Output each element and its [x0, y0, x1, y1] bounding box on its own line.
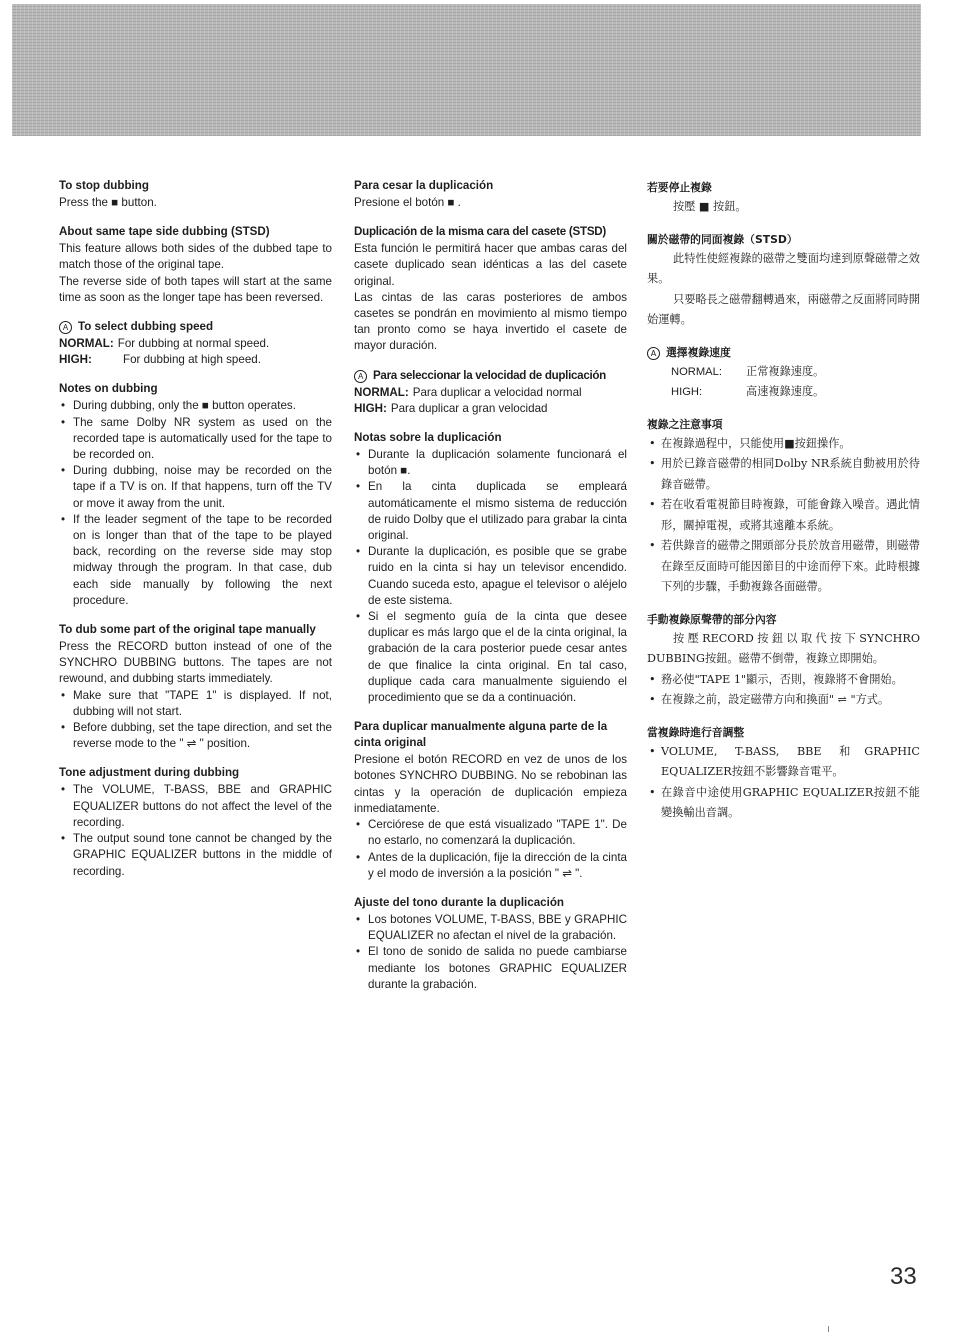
list-item: • The output sound tone cannot be changed by the GRAPHIC EQUALIZER buttons in the middle of recording.: [59, 831, 332, 880]
list-item: • 若供錄音的磁帶之開頭部分長於放音用磁帶，則磁帶在錄至反面時可能因節目的中途而停下來。此時根據下列的步驟，手動複錄各面磁帶。: [647, 536, 920, 598]
notes-list: [647, 434, 920, 598]
heading-dubbing-speed: [59, 319, 332, 335]
circled-a-marker: A: [59, 321, 72, 334]
speed-normal-row: [354, 385, 627, 401]
heading-notes: Notes on dubbing: [59, 382, 158, 396]
text-stop-dubbing: Press the ■ button.: [59, 196, 157, 209]
speed-high-text: For dubbing at high speed.: [123, 353, 261, 367]
heading-tone: Ajuste del tono durante la duplicación: [354, 895, 564, 909]
circled-a-marker: A: [647, 347, 660, 360]
speed-high-label: HIGH:: [59, 353, 92, 367]
heading-dubbing-speed-text: To select dubbing speed: [78, 320, 214, 334]
heading-stop-dubbing: Para cesar la duplicación: [354, 179, 494, 192]
list-item: • Los botones VOLUME, T-BASS, BBE y GRAPHIC EQUALIZER no afectan el nivel de la grabación.: [354, 912, 627, 944]
list-item: • Si el segmento guía de la cinta que desee duplicar es más largo que el de la cinta original, la grabación de la cara posterior puede cesar antes de que finalice la cinta original. En tal caso, duplique cada cara manualmente siguiendo el procedimiento que se da a continuación.: [354, 609, 627, 706]
text-stop-dubbing: Presione el botón ■ .: [354, 196, 461, 209]
list-item: • During dubbing, noise may be recorded on the tape if a TV is on. If that happens, turn off the TV or move it away from the unit.: [59, 463, 332, 512]
tone-list: [59, 782, 332, 879]
circled-a-marker: A: [354, 370, 367, 383]
spanish-column: [354, 178, 627, 1006]
heading-stsd: 關於磁帶的同面複錄（STSD）: [647, 232, 798, 246]
list-item: • 在複錄之前，設定磁帶方向和換面" ⇌ "方式。: [647, 690, 920, 711]
list-item: • Durante la duplicación, es posible que se grabe ruido en la cinta si hay un televisor encendido. Cuando suceda esto, apague el televisor o aléjelo de este sistema.: [354, 544, 627, 609]
section-manual-dubbing: [59, 622, 332, 752]
manual-list: [59, 688, 332, 753]
text-stop-dubbing: 按壓 ■ 按鈕。: [673, 200, 747, 213]
heading-dubbing-speed-text: Para seleccionar la velocidad de duplicación: [373, 368, 606, 382]
speed-high-row: [59, 352, 332, 368]
english-column: [59, 178, 332, 893]
section-stsd: [647, 230, 920, 331]
speed-high-row: [354, 401, 627, 417]
text-manual-dubbing: Press the RECORD button instead of one of the SYNCHRO DUBBING buttons. The tapes are not rewound, and dubbing starts immediately.: [59, 640, 332, 686]
list-item: • 在複錄過程中，只能使用■按鈕操作。: [647, 434, 920, 455]
section-stop-dubbing: [354, 178, 627, 211]
crop-mark: [828, 1326, 829, 1332]
speed-normal-text: Para duplicar a velocidad normal: [412, 385, 582, 399]
list-item: • El tono de sonido de salida no puede cambiarse mediante los botones GRAPHIC EQUALIZER durante la grabación.: [354, 944, 627, 993]
heading-notes: 複錄之注意事項: [647, 417, 723, 431]
heading-manual-dubbing: To dub some part of the original tape manually: [59, 623, 316, 637]
list-item: • The VOLUME, T-BASS, BBE and GRAPHIC EQUALIZER buttons do not affect the level of the recording.: [59, 782, 332, 831]
notes-list: [59, 398, 332, 609]
heading-tone: Tone adjustment during dubbing: [59, 766, 240, 780]
speed-normal-label: NORMAL:: [354, 385, 409, 399]
section-tone: [354, 895, 627, 993]
section-tone: [59, 765, 332, 879]
section-stop-dubbing: [59, 178, 332, 211]
section-stop-dubbing: [647, 178, 920, 218]
list-item: • The same Dolby NR system as used on the recorded tape is automatically used for the tape to be recorded on.: [59, 415, 332, 464]
list-item: • 若在收看電視節目時複錄，可能會錄入噪音。遇此情形，關掉電視，或將其遠離本系統。: [647, 495, 920, 536]
manual-list: [354, 817, 627, 882]
speed-high-label: HIGH:: [354, 401, 387, 415]
heading-stop-dubbing: To stop dubbing: [59, 179, 149, 192]
heading-stsd: Duplicación de la misma cara del casete (STSD): [354, 225, 607, 239]
heading-stop-dubbing: 若要停止複錄: [647, 181, 712, 194]
text-stsd-1: This feature allows both sides of the dubbed tape to match those of the original tape.: [59, 242, 332, 272]
speed-high-text: Para duplicar a gran velocidad: [390, 401, 548, 415]
list-item: • Before dubbing, set the tape direction, and set the reverse mode to the " ⇌ " position.: [59, 720, 332, 752]
heading-dubbing-speed: [647, 343, 920, 362]
list-item: • If the leader segment of the tape to be recorded on is longer than that of the tape to be played back, recording on the reverse side may stop midway through the program. In that case, dub each side manually by following the next procedure.: [59, 512, 332, 609]
list-item: • 在錄音中途使用GRAPHIC EQUALIZER按鈕不能變換輸出音調。: [647, 783, 920, 824]
speed-normal-row: [59, 336, 332, 352]
section-dubbing-speed: [59, 319, 332, 368]
text-stsd-2: Las cintas de las caras posteriores de ambos casetes se pondrán en movimiento al mismo tiempo tan pronto como se haya invertido el casete de mayor duración.: [354, 290, 627, 353]
list-item: • 用於已錄音磁帶的相同Dolby NR系統自動被用於待錄音磁帶。: [647, 454, 920, 495]
speed-normal-label: NORMAL:: [59, 337, 114, 351]
text-stsd-1: Esta función le permitirá hacer que ambas caras del casete duplicado sean idénticas a las del casete original.: [354, 242, 627, 288]
list-item: • During dubbing, only the ■ button operates.: [59, 398, 332, 414]
section-notes: [59, 381, 332, 609]
chinese-column: [647, 178, 920, 836]
heading-dubbing-speed: [354, 368, 627, 384]
text-stsd-2: The reverse side of both tapes will start at the same time as soon as the longer tape has been reversed.: [59, 274, 332, 304]
section-notes: [647, 415, 920, 598]
section-dubbing-speed: [647, 343, 920, 403]
tone-list: [647, 742, 920, 824]
heading-notes: Notas sobre la duplicación: [354, 431, 502, 445]
speed-high-row: [647, 382, 920, 403]
section-stsd: [59, 224, 332, 306]
text-stsd-2: 只要略長之磁帶翻轉過來，兩磁帶之反面將同時開始運轉。: [647, 292, 920, 326]
section-dubbing-speed: [354, 368, 627, 417]
list-item: • Cerciórese de que está visualizado "TAPE 1". De no estarlo, no comenzará la duplicación.: [354, 817, 627, 849]
heading-manual-dubbing: Para duplicar manualmente alguna parte de la cinta original: [354, 720, 608, 750]
section-stsd: [354, 224, 627, 354]
speed-high-text: 高速複錄速度。: [746, 385, 825, 398]
list-item: • Antes de la duplicación, fije la dirección de la cinta y el modo de inversión a la posición " ⇌ ".: [354, 850, 627, 882]
heading-stsd: About same tape side dubbing (STSD): [59, 225, 270, 239]
text-manual-dubbing: Presione el botón RECORD en vez de unos de los botones SYNCHRO DUBBING. No se rebobinan las cintas y la operación de duplicación empieza inmediatamente.: [354, 753, 627, 815]
text-stsd-1: 此特性使經複錄的磁帶之雙面均達到原聲磁帶之效果。: [647, 251, 920, 285]
manual-list: [647, 670, 920, 711]
page-number: 33: [890, 1263, 917, 1290]
section-manual-dubbing: [647, 610, 920, 711]
speed-high-label: HIGH:: [671, 386, 703, 398]
speed-normal-row: [647, 362, 920, 383]
heading-tone: 當複錄時進行音調整: [647, 725, 745, 739]
list-item: • 務必使"TAPE 1"顯示，否則，複錄將不會開始。: [647, 670, 920, 691]
tone-list: [354, 912, 627, 993]
list-item: • VOLUME, T-BASS, BBE 和GRAPHIC EQUALIZER按鈕不影響錄音電平。: [647, 742, 920, 783]
list-item: • En la cinta duplicada se empleará automáticamente el mismo sistema de reducción de ruido Dolby que el utilizado para grabar la cinta original.: [354, 479, 627, 544]
section-manual-dubbing: [354, 719, 627, 882]
list-item: • Make sure that "TAPE 1" is displayed. If not, dubbing will not start.: [59, 688, 332, 720]
section-notes: [354, 430, 627, 706]
speed-normal-text: 正常複錄速度。: [746, 364, 825, 378]
heading-manual-dubbing: 手動複錄原聲帶的部分內容: [647, 612, 777, 626]
speed-normal-text: For dubbing at normal speed.: [117, 337, 270, 351]
speed-normal-label: NORMAL:: [671, 365, 722, 378]
header-banner: [12, 4, 921, 136]
text-manual-dubbing: 按壓RECORD按鈕以取代按下SYNCHRO DUBBING按鈕。磁帶不倒帶，複錄立即開始。: [647, 631, 920, 665]
notes-list: [354, 447, 627, 706]
heading-dubbing-speed-text: 選擇複錄速度: [666, 345, 731, 359]
list-item: • Durante la duplicación solamente funcionará el botón ■.: [354, 447, 627, 479]
section-tone: [647, 723, 920, 824]
